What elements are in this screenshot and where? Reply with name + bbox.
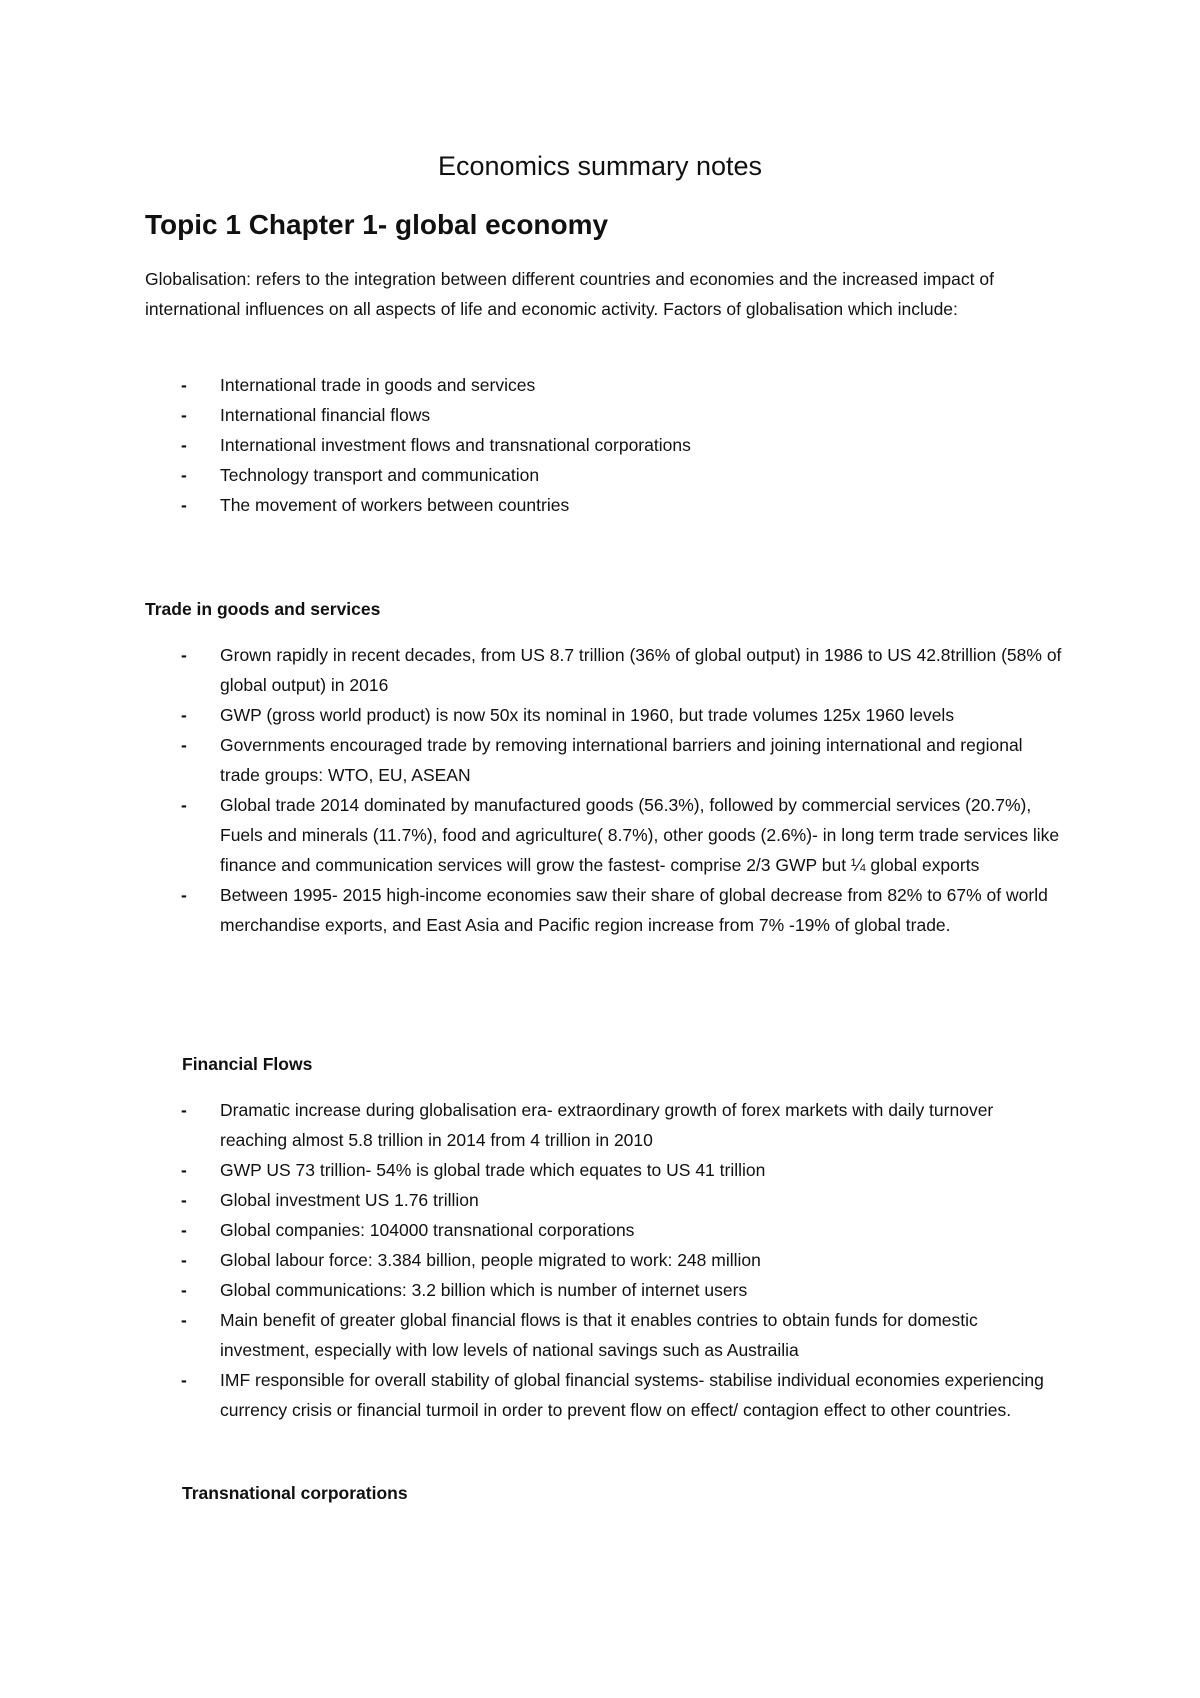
list-item: - Between 1995- 2015 high-income economies saw their share of global decrease from 82% to 67% of world merchandise exports, and East Asia and Pacific region increase from 7% -19% of global trade. — [145, 880, 1065, 940]
list-item: - Global labour force: 3.384 billion, people migrated to work: 248 million — [145, 1245, 1065, 1275]
list-item: - International trade in goods and services — [145, 370, 1065, 400]
chapter-heading: Topic 1 Chapter 1- global economy — [145, 209, 609, 240]
list-item: - Global trade 2014 dominated by manufactured goods (56.3%), followed by commercial services (20.7%), Fuels and minerals (11.7%), food and agriculture( 8.7%), other goods (2.6%)- in long term trade services like finance and communication services will grow the fastest- comprise 2/3 GWP but ¼ global exports — [145, 790, 1065, 880]
list-item: - GWP US 73 trillion- 54% is global trade which equates to US 41 trillion — [145, 1155, 1065, 1185]
list-item: - GWP (gross world product) is now 50x its nominal in 1960, but trade volumes 125x 1960 levels — [145, 700, 1065, 730]
document-title: Economics summary notes — [437, 151, 763, 181]
list-item: - International investment flows and transnational corporations — [145, 430, 1065, 460]
list-item: - Grown rapidly in recent decades, from US 8.7 trillion (36% of global output) in 1986 to US 42.8trillion (58% of global output) in 2016 — [145, 640, 1065, 700]
list-item: - Global communications: 3.2 billion which is number of internet users — [145, 1275, 1065, 1305]
globalisation-definition: Globalisation: refers to the integration between different countries and economies and the increased impact of international influences on all aspects of life and economic activity. Factors of globalisation which include: — [145, 269, 994, 319]
transnational-corporations-heading: Transnational corporations — [182, 1483, 408, 1503]
trade-list — [145, 640, 1065, 940]
list-item: - Technology transport and communication — [145, 460, 1065, 490]
list-item: - Global companies: 104000 transnational corporations — [145, 1215, 1065, 1245]
list-item: - Global investment US 1.76 trillion — [145, 1185, 1065, 1215]
list-item: - International financial flows — [145, 400, 1065, 430]
globalisation-factors-list — [145, 370, 1065, 520]
list-item: - Governments encouraged trade by removing international barriers and joining international and regional trade groups: WTO, EU, ASEAN — [145, 730, 1065, 790]
list-item: - IMF responsible for overall stability of global financial systems- stabilise individual economies experiencing currency crisis or financial turmoil in order to prevent flow on effect/ contagion effect to other countries. — [145, 1365, 1065, 1425]
list-item: - Main benefit of greater global financial flows is that it enables contries to obtain funds for domestic investment, especially with low levels of national savings such as Austrailia — [145, 1305, 1065, 1365]
trade-section-heading: Trade in goods and services — [145, 599, 381, 619]
financial-flows-list — [145, 1095, 1065, 1425]
list-item: - Dramatic increase during globalisation era- extraordinary growth of forex markets with daily turnover reaching almost 5.8 trillion in 2014 from 4 trillion in 2010 — [145, 1095, 1065, 1155]
list-item: - The movement of workers between countries — [145, 490, 1065, 520]
financial-flows-heading: Financial Flows — [182, 1054, 313, 1074]
